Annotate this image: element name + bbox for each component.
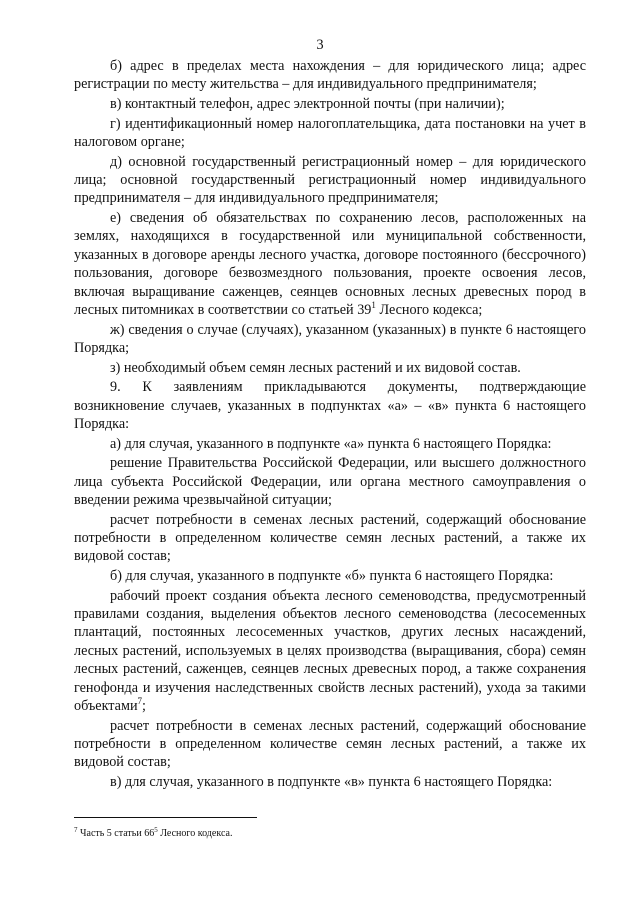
footnote-mark: 7 — [74, 826, 78, 834]
article-superscript: 1 — [371, 300, 376, 311]
paragraph-item-g-inn: г) идентификационный номер налогоплательщика, дата постановки на учет в налоговом органе; — [74, 115, 586, 150]
paragraph-item-e-obligations: е) сведения об обязательствах по сохранению лесов, расположенных на землях, находящихся в государственной или муниципальной собственности, указанных в договоре аренды лесного участка, договоре постоянного (бессрочного) пользования, договоре безвозмездного пользования, проекте освоения лесов, включая выращивание саженцев, сеянцев основных лесных древесных пород в лесных питомниках в соответствии со статьей $39^1$ Лесного кодекса; — [74, 210, 586, 319]
paragraph-case-b-heading: б) для случая, указанного в подпункте «б» пункта 6 настоящего Порядка: — [110, 568, 554, 585]
page-number: 3 — [316, 37, 324, 53]
paragraph-item-zh-cases: ж) сведения о случае (случаях), указанном (указанных) в пункте 6 настоящего Порядка; — [74, 321, 586, 357]
paragraph-item-b-address: б) адрес в пределах места нахождения – для юридического лица; адрес регистрации по месту жительства – для индивидуального предпринимателя; — [74, 58, 586, 93]
paragraph-item-z-volume: з) необходимый объем семян лесных растений и их видовой состав. — [110, 359, 521, 376]
paragraph-item-v-contacts: в) контактный телефон, адрес электронной почты (при наличии); — [110, 96, 505, 112]
paragraph-case-v-heading: в) для случая, указанного в подпункте «в» пункта 6 настоящего Порядка: — [110, 774, 553, 791]
footnote-article-superscript: 5 — [154, 826, 158, 834]
footnote-text-tail: Лесного кодекса. — [157, 828, 233, 839]
footnote-divider — [74, 817, 257, 818]
footnote-text: Часть 5 статьи 66 — [77, 828, 155, 839]
footnote — [74, 827, 586, 840]
paragraph-item-d-ogrn: д) основной государственный регистрационный номер – для юридического лица; основной государственный регистрационный номер индивидуального предпринимателя – для индивидуального предпринимателя; — [74, 153, 586, 207]
paragraph-seed-calculation-b: расчет потребности в семенах лесных растений, содержащий обоснование потребности в определенном количестве семян лесных растений, а также их видовой состав; — [74, 717, 586, 771]
paragraph-government-decision: решение Правительства Российской Федерации, или высшего должностного лица субъекта Российской Федерации, или органа местного самоуправления о введении режима чрезвычайной ситуации; — [74, 455, 586, 509]
paragraph-case-a-heading: а) для случая, указанного в подпункте «а» пункта 6 настоящего Порядка: — [110, 435, 552, 452]
paragraph-clause-9: 9. К заявлениям прикладываются документы, подтверждающие возникновение случаев, указанных в подпунктах «а» – «в» пункта 6 настоящего Порядка: — [74, 379, 586, 433]
paragraph-working-project: рабочий проект создания объекта лесного семеноводства, предусмотренный правилами создания, выделения объектов лесного семеноводства (лесосеменных плантаций, постоянных лесосеменных участков, других лесных насаждений, лесных растений, используемых в целях производства (выращивания, сбора) семян лесных растений, саженцев, сеянцев лесных древесных пород, а также сохранения генофонда и изучения наследственных свойств лесных растений), ухода за такими объектами$^7$; — [74, 587, 586, 715]
paragraph-seed-calculation-a: расчет потребности в семенах лесных растений, содержащий обоснование потребности в определенном количестве семян лесных растений, а также их видовой состав; — [74, 511, 586, 565]
footnote-reference: 7 — [137, 696, 143, 707]
document-body — [74, 57, 586, 793]
